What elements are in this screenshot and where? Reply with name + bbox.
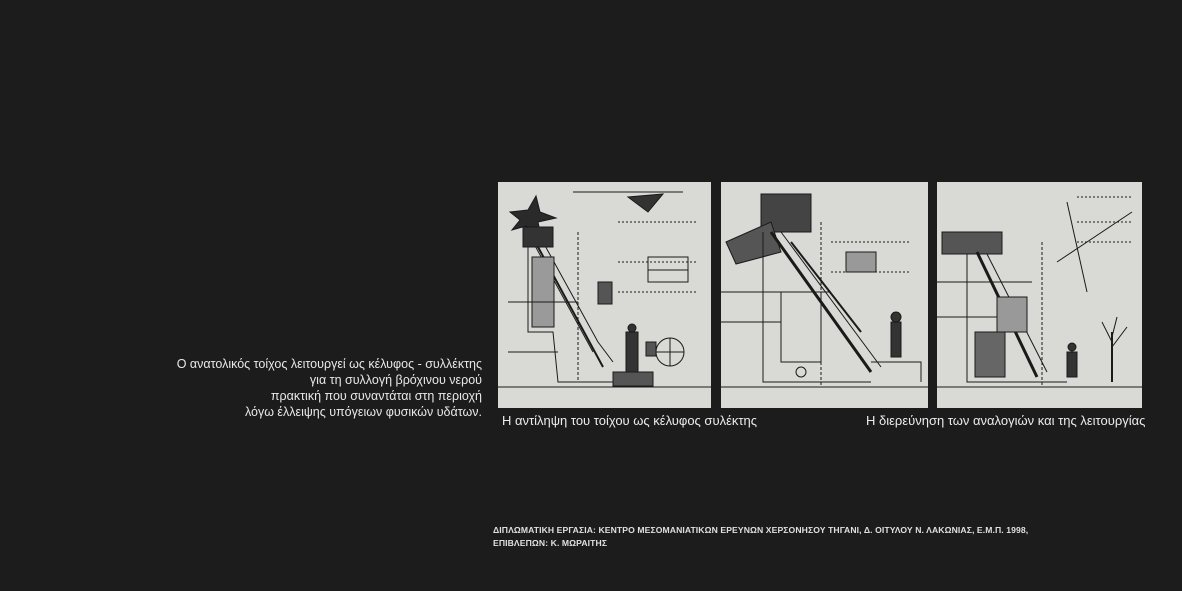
sketch-wall-section <box>721 182 928 408</box>
caption-right: Η διερεύνηση των αναλογιών και της λειτουργίας <box>866 413 1146 428</box>
credits <box>493 524 1028 550</box>
section-drawing-2 <box>721 182 928 408</box>
intro-line: λόγω έλλειψης υπόγειων φυσικών υδάτων. <box>244 405 482 419</box>
section-drawing-3 <box>937 182 1142 408</box>
credits-supervisor: ΕΠΙΒΛΕΠΩΝ: Κ. ΜΩΡΑΙΤΗΣ <box>493 538 608 548</box>
sketch-proportions <box>937 182 1142 408</box>
intro-text <box>150 356 482 420</box>
intro-line: πρακτική που συναντάται στη περιοχή <box>270 389 482 403</box>
intro-line: για τη συλλογή βρόχινου νερού <box>309 373 482 387</box>
intro-line: Ο ανατολικός τοίχος λειτουργεί ως κέλυφος - συλλέκτης <box>176 357 482 371</box>
section-drawing-1 <box>498 182 711 408</box>
caption-left: Η αντίληψη του τοίχου ως κέλυφος συλέκτης <box>502 413 757 428</box>
credits-thesis: ΔΙΠΛΩΜΑΤΙΚΗ ΕΡΓΑΣΙΑ: ΚΕΝΤΡΟ ΜΕΣΟΜΑΝΙΑΤΙΚΩΝ ΕΡΕΥΝΩΝ ΧΕΡΣΟΝΗΣΟΥ ΤΗΓΑΝΙ, Δ. ΟΙΤΥΛΟΥ Ν. ΛΑΚΩΝΙΑΣ, Ε.Μ.Π. 1998, <box>493 525 1029 535</box>
sketch-wall-collector <box>498 182 711 408</box>
